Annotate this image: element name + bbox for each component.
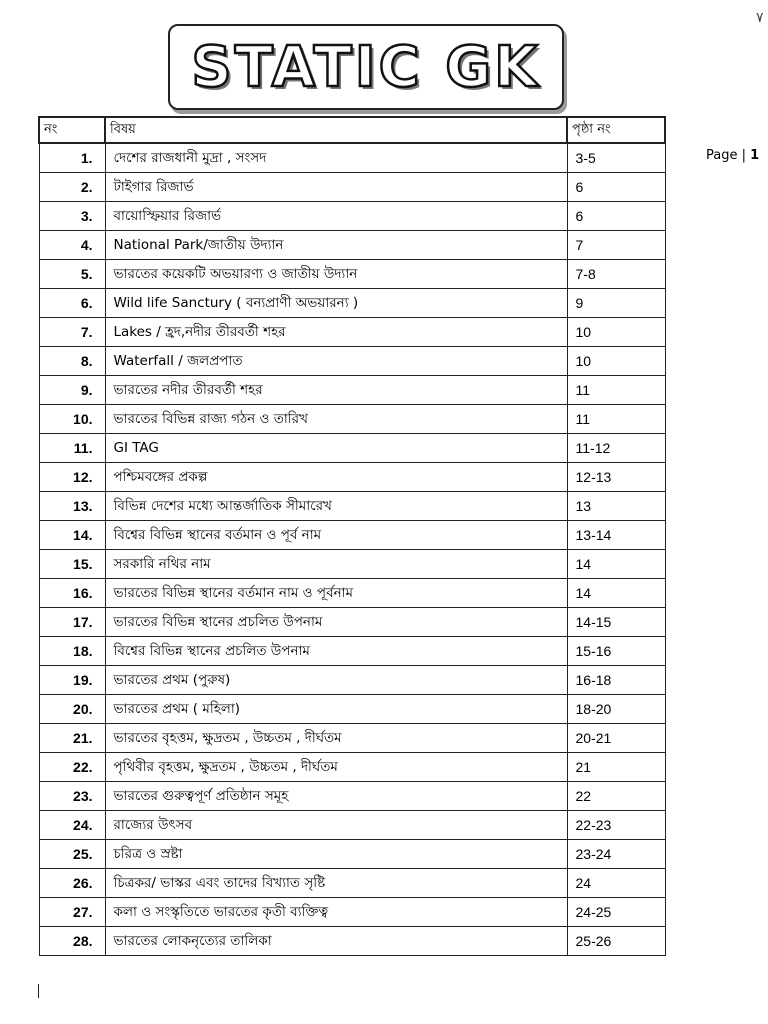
row-pages: 10	[567, 347, 665, 376]
row-pages: 6	[567, 173, 665, 202]
row-topic: পশ্চিমবঙ্গের প্রকল্প	[105, 463, 567, 492]
row-number: 18.	[39, 637, 105, 666]
row-topic: Wild life Sanctury ( বন্যপ্রাণী অভয়ারন্য )	[105, 289, 567, 318]
row-pages: 22-23	[567, 811, 665, 840]
row-topic: ভারতের প্রথম (পুরুষ)	[105, 666, 567, 695]
row-number: 10.	[39, 405, 105, 434]
row-topic: ভারতের প্রথম ( মহিলা)	[105, 695, 567, 724]
row-number: 27.	[39, 898, 105, 927]
row-pages: 24	[567, 869, 665, 898]
row-topic: বিশ্বের বিভিন্ন স্থানের প্রচলিত উপনাম	[105, 637, 567, 666]
row-pages: 14	[567, 550, 665, 579]
row-pages: 25-26	[567, 927, 665, 956]
table-row	[39, 492, 665, 521]
row-number: 4.	[39, 231, 105, 260]
row-pages: 6	[567, 202, 665, 231]
row-topic: রাজ্যের উৎসব	[105, 811, 567, 840]
row-pages: 7	[567, 231, 665, 260]
row-topic: পৃথিবীর বৃহত্তম, ক্ষুদ্রতম , উচ্চতম , দীর্ঘতম	[105, 753, 567, 782]
table-row	[39, 927, 665, 956]
row-pages: 24-25	[567, 898, 665, 927]
table-row	[39, 405, 665, 434]
page-title: STATIC GK	[191, 34, 541, 100]
table-row	[39, 637, 665, 666]
table-left-rule	[38, 984, 39, 998]
row-number: 28.	[39, 927, 105, 956]
row-topic: দেশের রাজধানী মুদ্রা , সংসদ	[105, 143, 567, 173]
table-row	[39, 318, 665, 347]
contents-table	[38, 116, 666, 956]
row-pages: 11	[567, 405, 665, 434]
table-row	[39, 260, 665, 289]
row-topic: National Park/জাতীয় উদ্যান	[105, 231, 567, 260]
table-row	[39, 347, 665, 376]
row-number: 2.	[39, 173, 105, 202]
row-number: 23.	[39, 782, 105, 811]
table-row	[39, 202, 665, 231]
table-row	[39, 753, 665, 782]
table-row	[39, 782, 665, 811]
column-header-topic: বিষয়	[105, 117, 567, 143]
row-pages: 22	[567, 782, 665, 811]
table-row	[39, 579, 665, 608]
row-pages: 10	[567, 318, 665, 347]
table-row	[39, 143, 665, 173]
row-pages: 14	[567, 579, 665, 608]
row-number: 26.	[39, 869, 105, 898]
table-row	[39, 463, 665, 492]
corner-mark: ۷	[756, 10, 764, 26]
row-topic: কলা ও সংস্কৃতিতে ভারতের কৃতী ব্যক্তিত্ব	[105, 898, 567, 927]
row-number: 7.	[39, 318, 105, 347]
row-number: 15.	[39, 550, 105, 579]
row-number: 11.	[39, 434, 105, 463]
row-topic: সরকারি নথির নাম	[105, 550, 567, 579]
table-row	[39, 434, 665, 463]
row-topic: ভারতের বৃহত্তম, ক্ষুদ্রতম , উচ্চতম , দীর্ঘতম	[105, 724, 567, 753]
table-row	[39, 376, 665, 405]
row-pages: 11	[567, 376, 665, 405]
row-topic: GI TAG	[105, 434, 567, 463]
row-topic: চিত্রকর/ ভাস্কর এবং তাদের বিখ্যাত সৃষ্টি	[105, 869, 567, 898]
table-row	[39, 869, 665, 898]
row-pages: 13-14	[567, 521, 665, 550]
row-pages: 20-21	[567, 724, 665, 753]
row-topic: ভারতের বিভিন্ন স্থানের বর্তমান নাম ও পূর্বনাম	[105, 579, 567, 608]
row-pages: 23-24	[567, 840, 665, 869]
row-number: 5.	[39, 260, 105, 289]
row-number: 12.	[39, 463, 105, 492]
title-banner	[168, 24, 564, 110]
row-number: 16.	[39, 579, 105, 608]
table-header-row	[39, 117, 665, 143]
row-pages: 18-20	[567, 695, 665, 724]
table-row	[39, 521, 665, 550]
row-pages: 15-16	[567, 637, 665, 666]
row-topic: টাইগার রিজার্ভ	[105, 173, 567, 202]
row-pages: 9	[567, 289, 665, 318]
page-number: 1	[750, 148, 760, 163]
page-number-label	[706, 148, 759, 163]
row-pages: 21	[567, 753, 665, 782]
row-topic: ভারতের বিভিন্ন স্থানের প্রচলিত উপনাম	[105, 608, 567, 637]
column-header-number: নং	[39, 117, 105, 143]
table-row	[39, 608, 665, 637]
row-pages: 7-8	[567, 260, 665, 289]
table-row	[39, 898, 665, 927]
table-row	[39, 695, 665, 724]
table-row	[39, 724, 665, 753]
row-topic: বায়োস্ফিয়ার রিজার্ভ	[105, 202, 567, 231]
table-row	[39, 666, 665, 695]
row-topic: ভারতের লোকনৃত্যের তালিকা	[105, 927, 567, 956]
row-topic: Waterfall / জলপ্রপাত	[105, 347, 567, 376]
row-number: 24.	[39, 811, 105, 840]
row-topic: ভারতের কয়েকটি অভয়ারণ্য ও জাতীয় উদ্যান	[105, 260, 567, 289]
row-pages: 14-15	[567, 608, 665, 637]
table-row	[39, 231, 665, 260]
row-number: 8.	[39, 347, 105, 376]
row-number: 3.	[39, 202, 105, 231]
row-number: 9.	[39, 376, 105, 405]
row-topic: বিভিন্ন দেশের মধ্যে আন্তর্জাতিক সীমারেখ	[105, 492, 567, 521]
table-row	[39, 173, 665, 202]
row-pages: 16-18	[567, 666, 665, 695]
row-number: 6.	[39, 289, 105, 318]
row-topic: চরিত্র ও স্রষ্টা	[105, 840, 567, 869]
row-number: 20.	[39, 695, 105, 724]
row-pages: 11-12	[567, 434, 665, 463]
row-topic: ভারতের নদীর তীরবর্তী শহর	[105, 376, 567, 405]
row-number: 14.	[39, 521, 105, 550]
row-number: 17.	[39, 608, 105, 637]
row-number: 1.	[39, 143, 105, 173]
row-number: 25.	[39, 840, 105, 869]
row-topic: ভারতের গুরুত্বপূর্ণ প্রতিষ্ঠান সমূহ	[105, 782, 567, 811]
table-row	[39, 811, 665, 840]
row-number: 21.	[39, 724, 105, 753]
table-row	[39, 550, 665, 579]
row-pages: 13	[567, 492, 665, 521]
row-number: 22.	[39, 753, 105, 782]
column-header-pages: পৃষ্ঠা নং	[567, 117, 665, 143]
row-pages: 3-5	[567, 143, 665, 173]
row-pages: 12-13	[567, 463, 665, 492]
table-row	[39, 840, 665, 869]
row-topic: বিশ্বের বিভিন্ন স্থানের বর্তমান ও পূর্ব নাম	[105, 521, 567, 550]
table-row	[39, 289, 665, 318]
row-number: 19.	[39, 666, 105, 695]
row-number: 13.	[39, 492, 105, 521]
row-topic: Lakes / হ্রদ,নদীর তীরবর্তী শহর	[105, 318, 567, 347]
row-topic: ভারতের বিভিন্ন রাজ্য গঠন ও তারিখ	[105, 405, 567, 434]
page-label-prefix: Page |	[706, 148, 751, 163]
